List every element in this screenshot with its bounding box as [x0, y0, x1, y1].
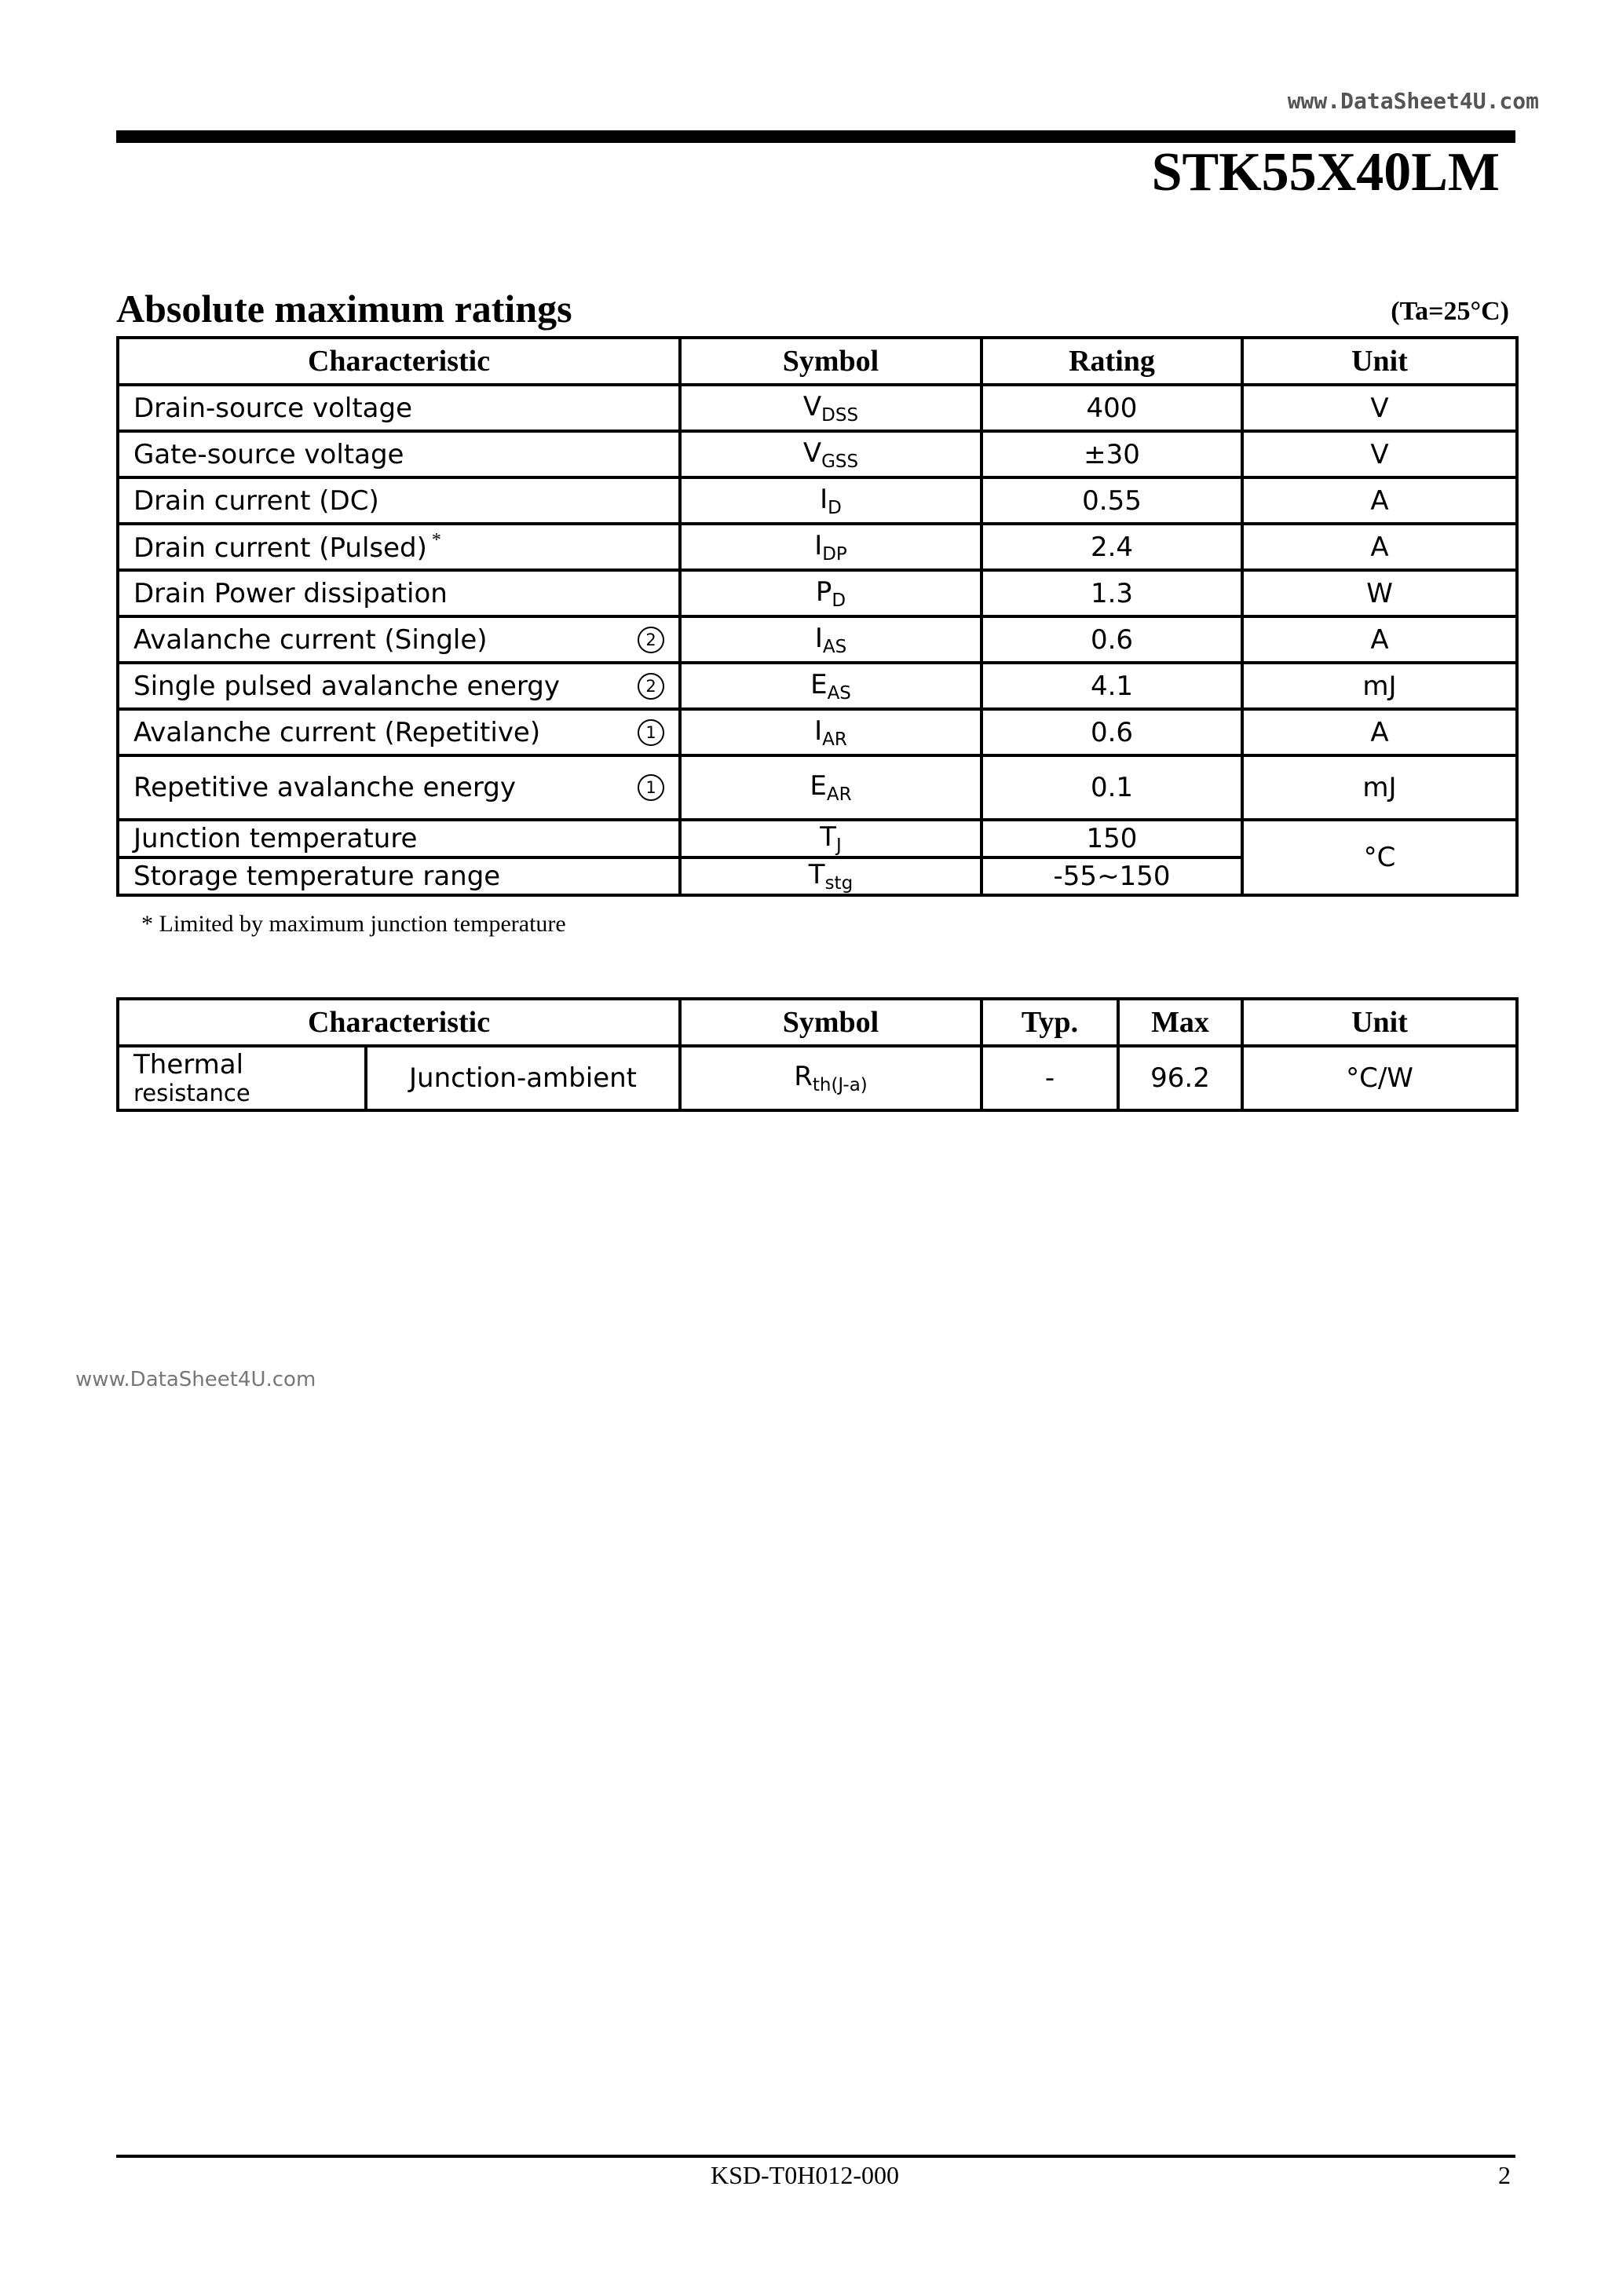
table-row: [118, 524, 1517, 570]
row-characteristic: Drain Power dissipation: [118, 570, 680, 616]
row-characteristic: Single pulsed avalanche energy 2: [118, 663, 680, 709]
footnote: * Limited by maximum junction temperature: [141, 911, 566, 937]
row-characteristic: Avalanche current (Repetitive) 1: [118, 709, 680, 755]
footer-rule: [116, 2155, 1515, 2158]
circled-number-icon: 1: [638, 719, 664, 746]
page-number: 2: [1498, 2161, 1511, 2189]
row-symbol: $V_{DSS}$: [680, 385, 981, 431]
row-symbol: $I_{DP}$: [680, 524, 981, 570]
row-rating: 400: [981, 385, 1242, 431]
table-row: [118, 431, 1517, 477]
row-symbol: $I_{AS}$: [680, 616, 981, 663]
document-code: KSD-T0H012-000: [711, 2161, 899, 2189]
row-rating: 150: [981, 820, 1242, 857]
footnote-asterisk: *: [431, 530, 441, 550]
ratings-header-row: [118, 338, 1517, 385]
part-number: STK55X40LM: [1151, 142, 1500, 203]
row-characteristic: Drain current (Pulsed) *: [118, 524, 680, 570]
col-typ: Typ.: [981, 999, 1118, 1046]
row-unit: W: [1242, 570, 1517, 616]
col-symbol: Symbol: [680, 338, 981, 385]
col-symbol: Symbol: [680, 999, 981, 1046]
col-unit: Unit: [1242, 338, 1517, 385]
circled-number-icon: 1: [638, 774, 664, 801]
row-typ: -: [981, 1046, 1118, 1110]
ratings-table: [116, 336, 1519, 897]
table-row: [118, 820, 1517, 857]
row-symbol: $P_D$: [680, 570, 981, 616]
row-unit: V: [1242, 385, 1517, 431]
row-unit: mJ: [1242, 663, 1517, 709]
thermal-label: Thermal resistance: [118, 1046, 366, 1110]
table-row: [118, 663, 1517, 709]
col-characteristic: Characteristic: [118, 338, 680, 385]
row-rating: 0.6: [981, 709, 1242, 755]
row-unit: °C: [1242, 820, 1517, 895]
table-row: [118, 385, 1517, 431]
row-symbol: $E_{AR}$: [680, 755, 981, 820]
row-unit: A: [1242, 477, 1517, 524]
row-characteristic: Junction temperature: [118, 820, 680, 857]
row-unit: mJ: [1242, 755, 1517, 820]
table-row: [118, 616, 1517, 663]
row-characteristic: Drain-source voltage: [118, 385, 680, 431]
row-symbol: $I_{AR}$: [680, 709, 981, 755]
row-rating: ±30: [981, 431, 1242, 477]
watermark-top: www.DataSheet4U.com: [1287, 88, 1539, 114]
watermark-mid: www.DataSheet4U.com: [75, 1368, 316, 1391]
test-condition: (Ta=25°C): [1391, 297, 1509, 326]
col-unit: Unit: [1242, 999, 1517, 1046]
row-rating: 0.6: [981, 616, 1242, 663]
thermal-header-row: [118, 999, 1517, 1046]
row-characteristic: Gate-source voltage: [118, 431, 680, 477]
row-unit: A: [1242, 616, 1517, 663]
table-row: [118, 709, 1517, 755]
row-unit: °C/W: [1242, 1046, 1517, 1110]
row-characteristic: Storage temperature range: [118, 857, 680, 895]
row-symbol: $E_{AS}$: [680, 663, 981, 709]
table-row: [118, 1046, 1517, 1110]
row-characteristic: Drain current (DC): [118, 477, 680, 524]
row-symbol: $T_{stg}$: [680, 857, 981, 895]
row-symbol: $R_{th(J-a)}$: [680, 1046, 981, 1110]
col-max: Max: [1118, 999, 1242, 1046]
row-max: 96.2: [1118, 1046, 1242, 1110]
row-rating: 1.3: [981, 570, 1242, 616]
row-unit: A: [1242, 709, 1517, 755]
row-unit: V: [1242, 431, 1517, 477]
row-rating: 2.4: [981, 524, 1242, 570]
thermal-condition: Junction-ambient: [366, 1046, 680, 1110]
row-rating: 0.55: [981, 477, 1242, 524]
row-symbol: $T_J$: [680, 820, 981, 857]
row-rating: -55~150: [981, 857, 1242, 895]
table-row: [118, 755, 1517, 820]
row-characteristic: Repetitive avalanche energy 1: [118, 755, 680, 820]
row-characteristic: Avalanche current (Single) 2: [118, 616, 680, 663]
table-row: [118, 570, 1517, 616]
row-symbol: $I_D$: [680, 477, 981, 524]
row-rating: 4.1: [981, 663, 1242, 709]
circled-number-icon: 2: [638, 627, 664, 653]
row-symbol: $V_{GSS}$: [680, 431, 981, 477]
row-unit: A: [1242, 524, 1517, 570]
row-rating: 0.1: [981, 755, 1242, 820]
section-title: Absolute maximum ratings: [116, 287, 572, 331]
col-rating: Rating: [981, 338, 1242, 385]
col-characteristic: Characteristic: [118, 999, 680, 1046]
circled-number-icon: 2: [638, 673, 664, 700]
thermal-table: [116, 997, 1519, 1112]
table-row: [118, 477, 1517, 524]
